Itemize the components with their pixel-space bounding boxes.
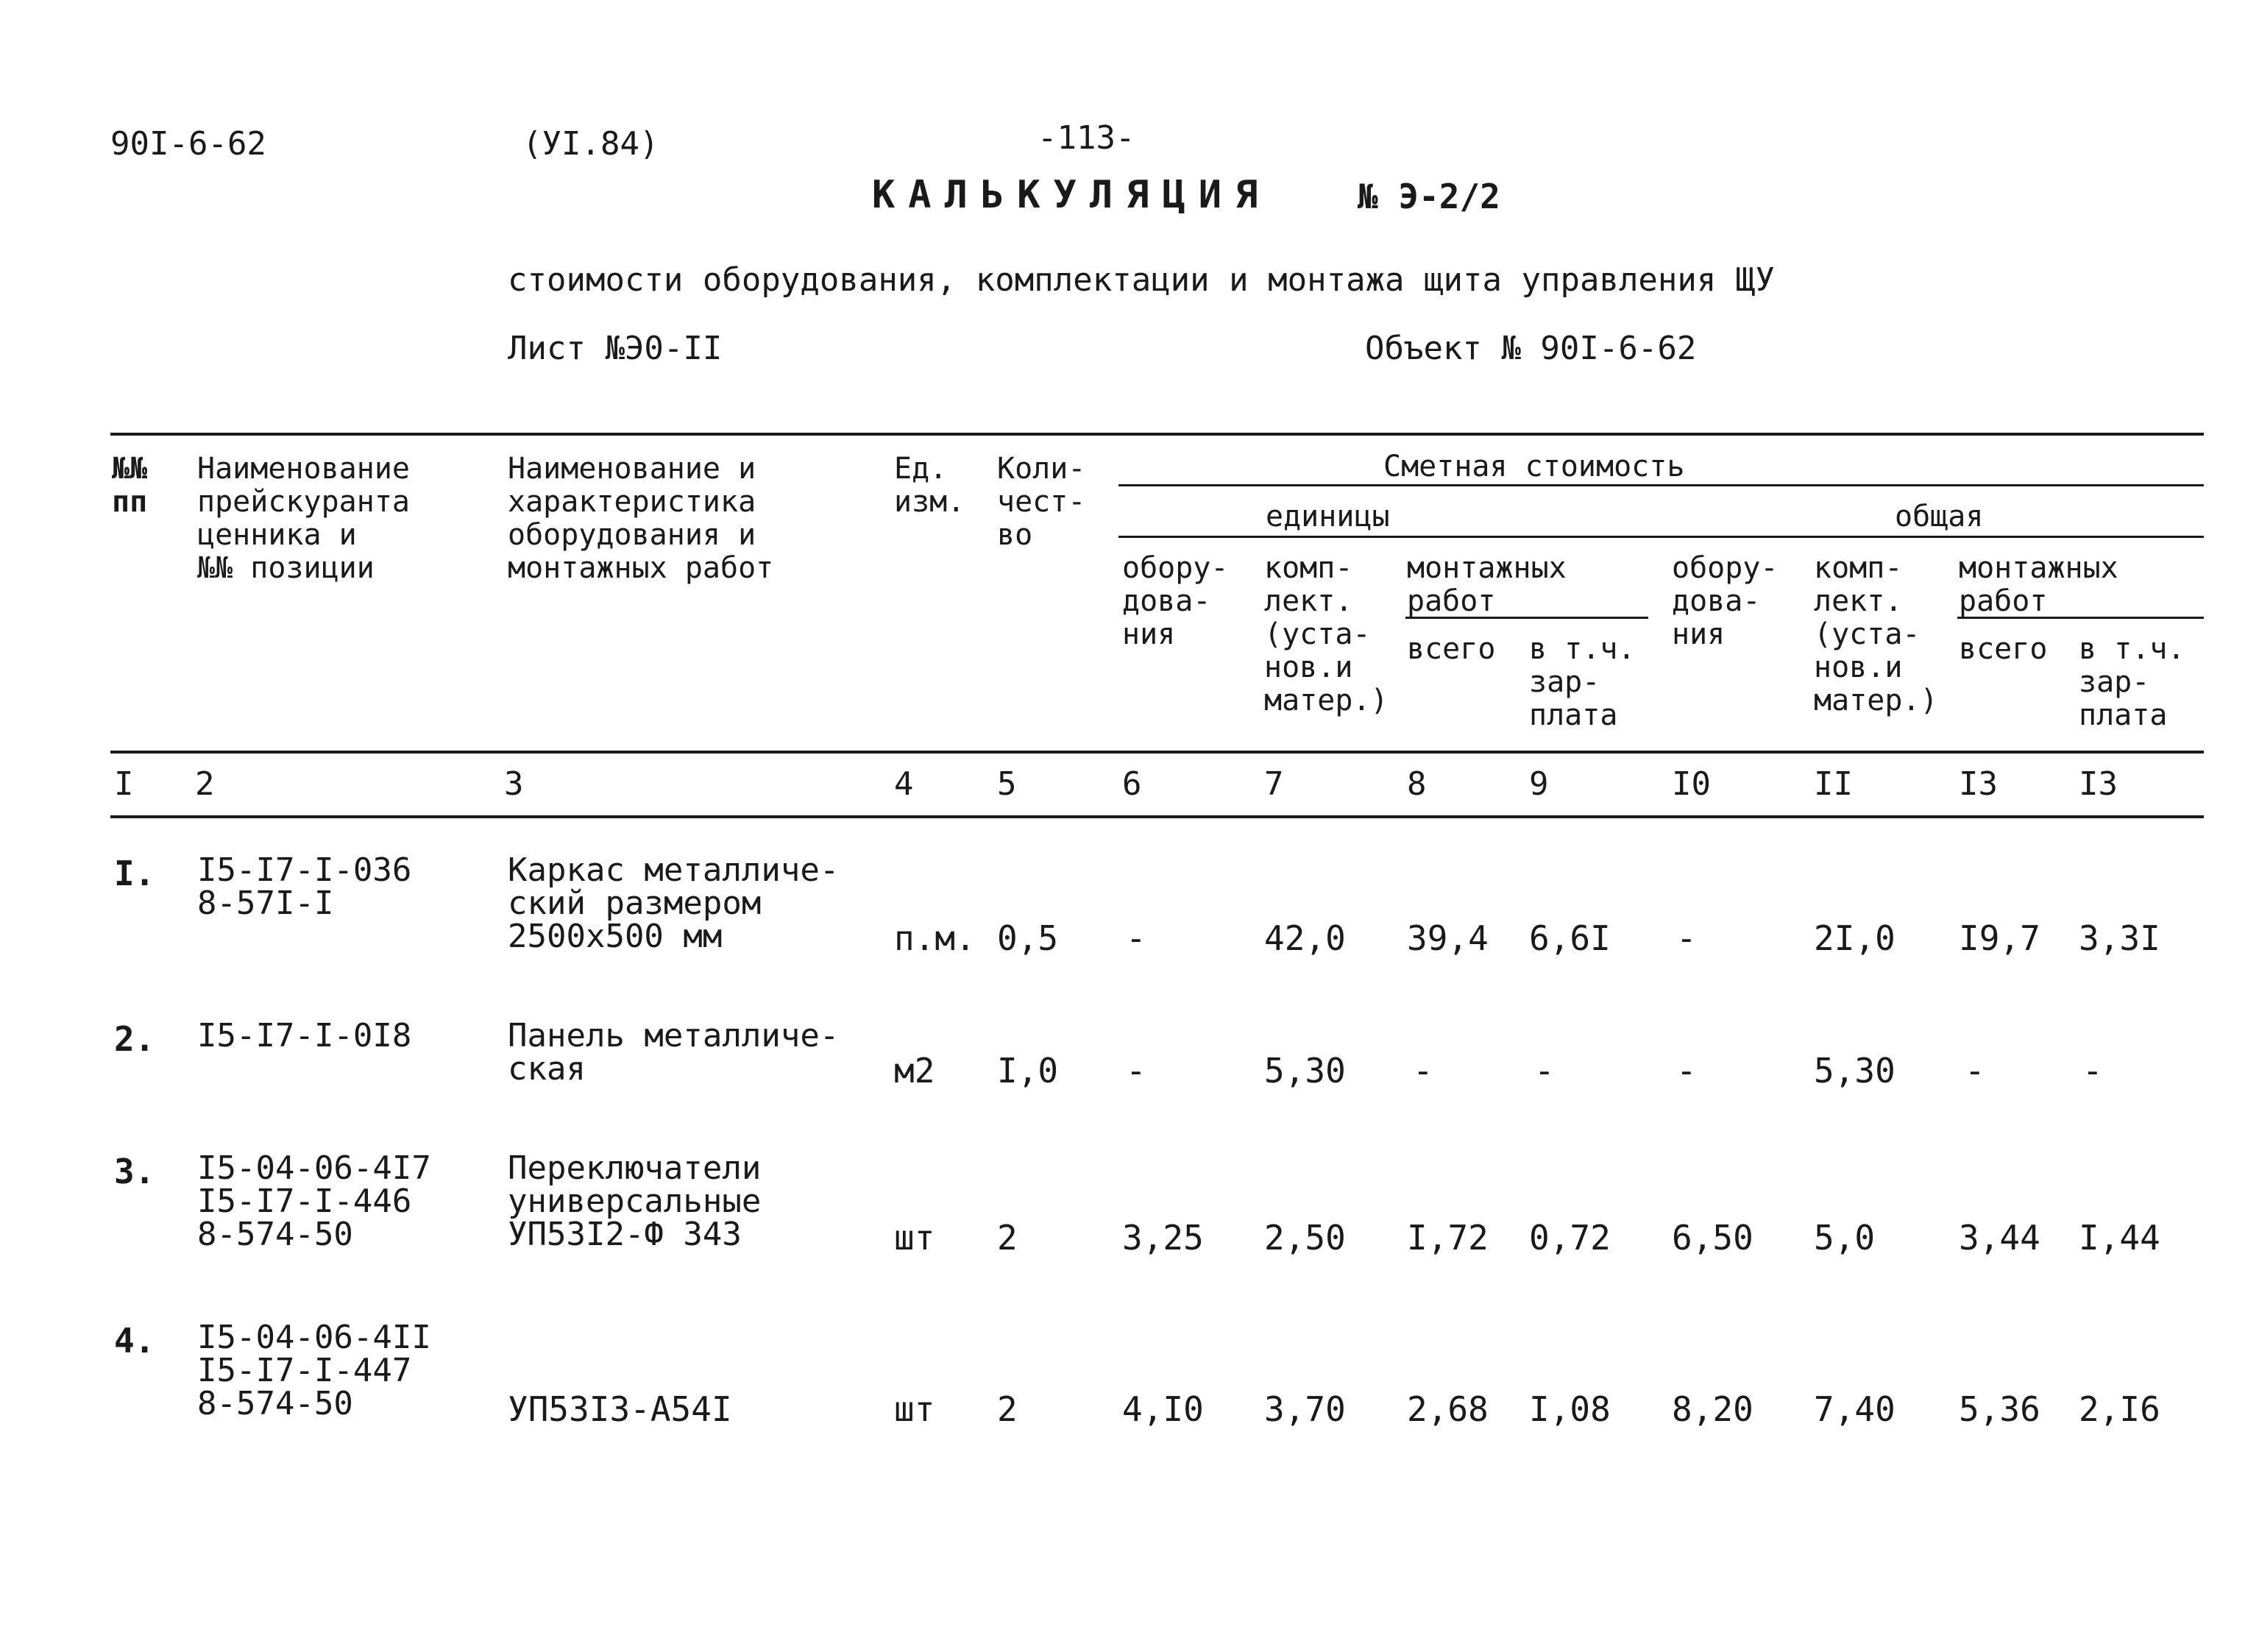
row-kompl-unit: 2,50 xyxy=(1264,1218,1346,1258)
row-mont-total: - xyxy=(1965,1051,1985,1091)
row-number: I. xyxy=(114,854,155,893)
smeta-rule xyxy=(1118,484,2204,486)
row-wage-unit: 0,72 xyxy=(1529,1218,1611,1258)
column-number: 8 xyxy=(1407,765,1427,803)
header-kompl-total: комп- лект. (уста- нов.и матер.) xyxy=(1814,551,1938,717)
row-name: Панель металличе- ская xyxy=(508,1017,840,1088)
object-label: Объект № 90I-6-62 xyxy=(1365,330,1697,367)
unit-total-rule xyxy=(1118,536,2204,538)
row-kompl-unit: 5,30 xyxy=(1264,1051,1346,1091)
row-code: I5-04-06-4II I5-I7-I-447 8-574-50 xyxy=(197,1319,431,1422)
column-number: II xyxy=(1814,765,1853,803)
row-mont-total: 5,36 xyxy=(1959,1389,2040,1429)
calculation-number: № Э-2/2 xyxy=(1358,177,1500,216)
table-top-rule xyxy=(110,433,2204,436)
row-name: УП53I3-А54I xyxy=(508,1389,732,1429)
document-edition: (УI.84) xyxy=(522,125,659,163)
header-mont-total: монтажных работ xyxy=(1959,551,2118,618)
header-col-name: Наименование и характеристика оборудования и монтажных работ xyxy=(508,452,774,585)
header-equip-total: обору- дова- ния xyxy=(1672,551,1779,651)
column-numbers-rule xyxy=(110,815,2204,818)
column-number: I0 xyxy=(1672,765,1711,803)
column-number: I xyxy=(114,765,134,803)
row-wage-unit: - xyxy=(1534,1051,1555,1091)
header-col-pricelist: Наименование прейскуранта ценника и №№ позиции xyxy=(197,452,410,585)
row-code: I5-I7-I-036 8-57I-I xyxy=(197,851,412,922)
header-smeta: Сметная стоимость xyxy=(1383,450,1685,483)
row-number: 3. xyxy=(114,1152,155,1191)
header-unit-cost: единицы xyxy=(1266,500,1390,533)
row-number: 4. xyxy=(114,1321,155,1361)
column-number: 2 xyxy=(195,765,215,803)
column-number: I3 xyxy=(1959,765,1998,803)
row-mont-unit: I,72 xyxy=(1407,1218,1489,1258)
page-number: -113- xyxy=(1038,119,1135,157)
row-wage-total: 2,I6 xyxy=(2079,1389,2160,1429)
column-number: 7 xyxy=(1264,765,1284,803)
row-quantity: 2 xyxy=(997,1218,1018,1258)
column-number: 5 xyxy=(997,765,1017,803)
row-mont-unit: - xyxy=(1413,1051,1433,1091)
row-equip-unit: 4,I0 xyxy=(1122,1389,1204,1429)
header-total-cost: общая xyxy=(1895,500,1984,533)
row-quantity: 0,5 xyxy=(997,918,1059,958)
row-kompl-unit: 42,0 xyxy=(1264,918,1346,958)
row-unit: шт xyxy=(894,1389,935,1429)
document-code: 90I-6-62 xyxy=(110,125,266,163)
row-name: Каркас металличе- ский размером 2500х500 мм xyxy=(508,851,840,955)
row-mont-total: I9,7 xyxy=(1959,918,2040,958)
row-unit: м2 xyxy=(894,1051,935,1091)
row-wage-total: 3,3I xyxy=(2079,918,2160,958)
row-unit: п.м. xyxy=(894,918,976,958)
header-col-unit: Ед. изм. xyxy=(894,452,965,519)
header-col-quantity: Коли- чест- во xyxy=(997,452,1086,552)
row-kompl-unit: 3,70 xyxy=(1264,1389,1346,1429)
row-mont-unit: 39,4 xyxy=(1407,918,1489,958)
row-equip-total: - xyxy=(1676,1051,1697,1091)
header-equip-unit: обору- дова- ния xyxy=(1122,551,1229,651)
row-equip-unit: - xyxy=(1126,918,1146,958)
row-code: I5-04-06-4I7 I5-I7-I-446 8-574-50 xyxy=(197,1149,431,1253)
header-vtch-unit: в т.ч. зар- плата xyxy=(1529,632,1636,732)
row-number: 2. xyxy=(114,1019,155,1059)
row-equip-total: 8,20 xyxy=(1672,1389,1753,1429)
column-number: 6 xyxy=(1122,765,1142,803)
row-wage-total: - xyxy=(2082,1051,2103,1091)
header-kompl-unit: комп- лект. (уста- нов.и матер.) xyxy=(1264,551,1389,717)
row-equip-unit: 3,25 xyxy=(1122,1218,1204,1258)
document-subtitle: стоимости оборудования, комплектации и монтажа щита управления ЩУ xyxy=(508,261,1775,299)
row-wage-unit: I,08 xyxy=(1529,1389,1611,1429)
row-kompl-total: 5,0 xyxy=(1814,1218,1876,1258)
row-mont-unit: 2,68 xyxy=(1407,1389,1489,1429)
row-unit: шт xyxy=(894,1218,935,1258)
row-kompl-total: 2I,0 xyxy=(1814,918,1895,958)
row-code: I5-I7-I-0I8 xyxy=(197,1017,412,1054)
sheet-label: Лист №Э0-II xyxy=(508,330,723,367)
header-vtch-total: в т.ч. зар- плата xyxy=(2079,632,2185,732)
row-kompl-total: 5,30 xyxy=(1814,1051,1895,1091)
page-title: КАЛЬКУЛЯЦИЯ xyxy=(872,173,1272,217)
row-quantity: I,0 xyxy=(997,1051,1059,1091)
row-kompl-total: 7,40 xyxy=(1814,1389,1895,1429)
row-name: Переключатели универсальные УП53I2-Ф 343 xyxy=(508,1149,762,1253)
column-number: I3 xyxy=(2079,765,2118,803)
column-number: 4 xyxy=(894,765,914,803)
row-equip-unit: - xyxy=(1126,1051,1146,1091)
header-mont-unit: монтажных работ xyxy=(1407,551,1567,618)
row-equip-total: - xyxy=(1676,918,1697,958)
column-number: 9 xyxy=(1529,765,1549,803)
column-number: 3 xyxy=(504,765,524,803)
header-bottom-rule xyxy=(110,751,2204,754)
row-mont-total: 3,44 xyxy=(1959,1218,2040,1258)
header-vsego-total: всего xyxy=(1959,632,2048,666)
row-equip-total: 6,50 xyxy=(1672,1218,1753,1258)
header-col-number: №№ пп xyxy=(112,452,148,519)
header-vsego-unit: всего xyxy=(1407,632,1496,666)
row-wage-unit: 6,6I xyxy=(1529,918,1611,958)
row-quantity: 2 xyxy=(997,1389,1018,1429)
row-wage-total: I,44 xyxy=(2079,1218,2160,1258)
